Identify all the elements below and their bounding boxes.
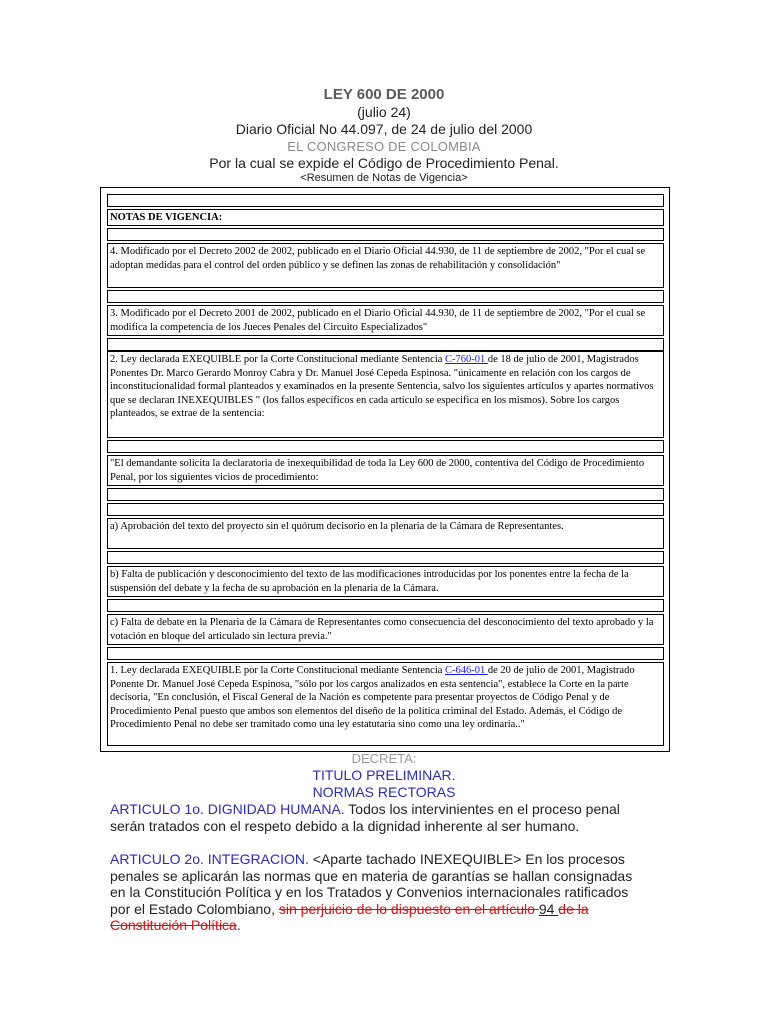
item-a: a) Aprobación del texto del proyecto sin el quórum decisorio en la plenaria de la Cámara de Representantes. xyxy=(107,518,664,549)
note-1-rest: de 20 de julio de 2001, Magistrado Ponente Dr. Manuel José Cepeda Espinosa, "sólo por los cargos analizados en esta sentencia", establece la Corte en la parte decisoria, "En conclusión, el Fiscal General de la Nación es competente para presentar proyectos de Código Penal y de Procedimiento Penal puesto que ambos son elementos del diseño de la política criminal del Estado. Además, el Código de Procedimiento Penal no debe ser tramitado como una ley estatutaria sino como una ley ordinaria.." xyxy=(110,665,635,730)
struck-text-2: de la Constitución Política xyxy=(110,900,589,933)
normas-rectoras: NORMAS RECTORAS xyxy=(312,784,456,800)
article-1 xyxy=(110,801,650,834)
law-date: (julio 24) xyxy=(357,104,411,120)
empty-row xyxy=(107,228,664,241)
struck-text-1: sin perjuicio de lo dispuesto en el artículo xyxy=(278,900,539,917)
notes-heading: NOTAS DE VIGENCIA: xyxy=(110,212,223,223)
decreta-heading: DECRETA: xyxy=(351,751,417,766)
sentencia-c-646-01-link[interactable]: C-646-01 xyxy=(445,665,488,676)
law-subject: Por la cual se expide el Código de Procedimiento Penal. xyxy=(209,155,559,171)
notes-heading-cell xyxy=(107,209,664,226)
empty-row xyxy=(107,551,664,564)
article-2-text: <Aparte tachado INEXEQUIBLE> En los procesos penales se aplicarán las normas que en materia de garantías se hallan consignadas en la Constitución Política y en los Tratados y Convenios internacionales ratificados por el Estado Colombiano, xyxy=(110,851,633,917)
note-1 xyxy=(107,662,664,746)
article-2-heading: ARTICULO 2o. INTEGRACION. xyxy=(110,851,309,867)
empty-row xyxy=(107,290,664,303)
empty-row xyxy=(107,647,664,660)
item-b: b) Falta de publicación y desconocimiento del texto de las modificaciones introducidas por los ponentes entre la fecha de la suspensión del debate y la fecha de su aprobación en la plenaria de la Cámara. xyxy=(107,566,664,597)
empty-row xyxy=(107,488,664,501)
empty-row xyxy=(107,440,664,453)
article-2-end: . xyxy=(236,917,241,933)
law-title: LEY 600 DE 2000 xyxy=(323,86,445,103)
article-2 xyxy=(110,851,650,934)
note-1-lead: 1. Ley declarada EXEQUIBLE por la Corte Constitucional mediante Sentencia xyxy=(110,665,446,676)
empty-row xyxy=(107,338,664,351)
sentencia-c-760-01-link[interactable]: C-760-01 xyxy=(445,354,488,365)
empty-row xyxy=(107,503,664,516)
congress-heading: EL CONGRESO DE COLOMBIA xyxy=(287,139,481,154)
empty-row xyxy=(107,599,664,612)
article-94-link[interactable]: 94 xyxy=(538,900,559,917)
notes-summary-link[interactable]: <Resumen de Notas de Vigencia> xyxy=(300,172,468,184)
diario-oficial-line: Diario Oficial No 44.097, de 24 de julio del 2000 xyxy=(235,121,533,137)
note-2-lead: 2. Ley declarada EXEQUIBLE por la Corte Constitucional mediante Sentencia xyxy=(110,354,446,365)
article-1-text: Todos los intervinientes en el proceso penal serán tratados con el respeto debido a la dignidad inherente al ser humano. xyxy=(110,801,620,834)
item-c: c) Falta de debate en la Plenaria de la Cámara de Representantes como consecuencia del desconocimiento del texto aprobado y la votación en bloque del articulado sin lectura previa." xyxy=(107,614,664,645)
notes-table xyxy=(100,187,670,752)
note-2-rest: de 18 de julio de 2001, Magistrados Ponentes Dr. Marco Gerardo Monroy Cabra y Dr. Manuel José Cepeda Espinosa. "únicamente en relación con los cargos de inconstitucionalidad formal planteados y examinados en la presente Sentencia, salvo los siguientes artículos y apartes normativos que se declaran INEXEQUIBLES " (los fallos específicos en cada artículo se especifica en los mismos). Sobre los cargos planteados, se extrae de la sentencia: xyxy=(110,354,654,419)
note-2 xyxy=(107,351,664,438)
empty-row xyxy=(107,194,664,207)
note-3: 3. Modificado por el Decreto 2001 de 2002, publicado en el Diario Oficial 44.930, de 11 de septiembre de 2002, "Por el cual se modifica la competencia de los Jueces Penales del Circuito Especializados" xyxy=(107,305,664,336)
titulo-preliminar: TITULO PRELIMINAR. xyxy=(312,767,456,783)
note-4: 4. Modificado por el Decreto 2002 de 2002, publicado en el Diario Oficial 44.930, de 11 de septiembre de 2002, "Por el cual se adoptan medidas para el control del orden público y se definen las zonas de rehabilitación y consolidación" xyxy=(107,243,664,288)
article-1-heading: ARTICULO 1o. DIGNIDAD HUMANA. xyxy=(110,801,345,817)
demandante-note: "El demandante solicita la declaratoria de inexequibilidad de toda la Ley 600 de 2000, contentiva del Código de Procedimiento Penal, por los siguientes vicios de procedimiento: xyxy=(107,455,664,486)
